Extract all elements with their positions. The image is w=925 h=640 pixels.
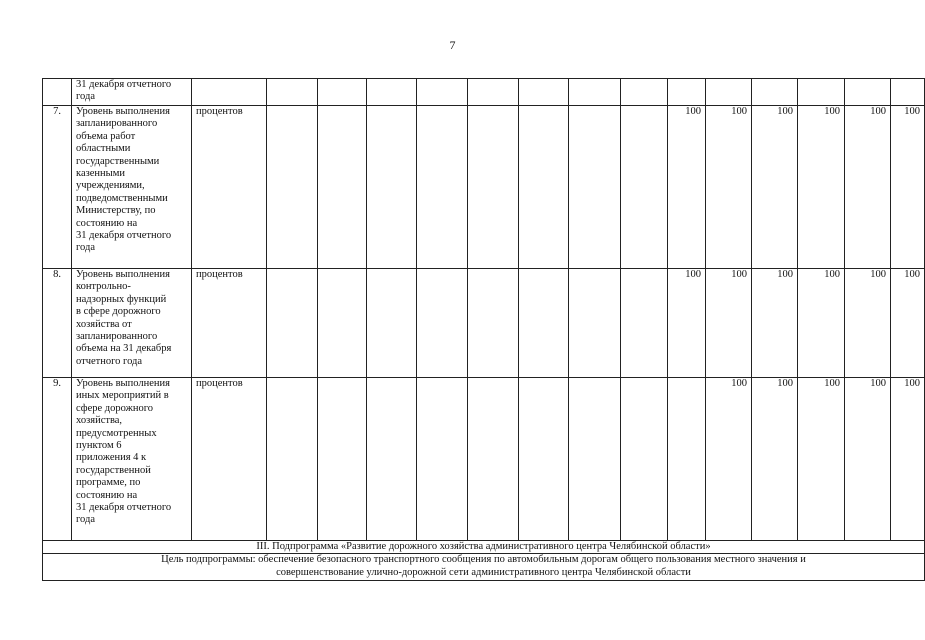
- value-cell: [519, 269, 569, 378]
- unit-cell: процентов: [192, 106, 267, 269]
- unit-cell: процентов: [192, 378, 267, 541]
- indicator-name-line: 31 декабря отчетного: [76, 79, 172, 90]
- value-cell: [621, 378, 668, 541]
- indicator-name-line: областными: [76, 143, 131, 155]
- indicator-name-line: состоянию на: [76, 217, 138, 229]
- value-cell: [367, 269, 417, 378]
- indicator-name-line: хозяйства от: [76, 318, 132, 330]
- row-number-cell: 8.: [43, 269, 72, 378]
- value-cell: [468, 79, 519, 106]
- value-cell: [417, 378, 468, 541]
- value-cell: [267, 378, 318, 541]
- indicator-name-line: приложения 4 к: [76, 452, 147, 464]
- indicator-name-line: подведомственными: [76, 192, 168, 204]
- value-cell: 100: [845, 106, 891, 269]
- value-cell: [798, 79, 845, 106]
- value-cell: [318, 378, 367, 541]
- value-cell: [845, 79, 891, 106]
- indicator-name-cell: [72, 106, 192, 269]
- indicator-name-cell: [72, 269, 192, 378]
- value-cell: [621, 79, 668, 106]
- indicator-name-line: учреждениями,: [76, 180, 145, 192]
- value-cell: [569, 378, 621, 541]
- indicator-name-cell: [72, 79, 192, 106]
- indicator-name-line: объема на 31 декабря: [76, 343, 172, 355]
- indicator-name-line: запланированного: [76, 331, 158, 343]
- value-cell: [417, 269, 468, 378]
- indicator-name-line: 31 декабря отчетного: [76, 230, 172, 242]
- value-cell: [891, 79, 925, 106]
- indicators-table: [42, 78, 925, 581]
- value-cell: [367, 79, 417, 106]
- row-number-cell: [43, 79, 72, 106]
- value-cell: 100: [891, 106, 925, 269]
- value-cell: [192, 79, 267, 106]
- value-cell: [417, 106, 468, 269]
- indicator-name-line: надзорных функций: [76, 293, 167, 305]
- indicator-name-line: в сфере дорожного: [76, 306, 161, 318]
- table-row: [43, 106, 925, 269]
- value-cell: 100: [706, 106, 752, 269]
- value-cell: [267, 269, 318, 378]
- value-cell: 100: [845, 269, 891, 378]
- indicator-name-line: года: [76, 514, 95, 526]
- indicator-name-line: сфере дорожного: [76, 402, 154, 414]
- value-cell: [468, 269, 519, 378]
- indicator-name-line: Уровень выполнения: [76, 106, 170, 117]
- value-cell: [569, 106, 621, 269]
- table-row: [43, 269, 925, 378]
- value-cell: 100: [891, 378, 925, 541]
- value-cell: 100: [752, 378, 798, 541]
- value-cell: [621, 106, 668, 269]
- indicator-name-line: государственными: [76, 155, 160, 167]
- indicator-name-line: запланированного: [76, 118, 158, 130]
- value-cell: [367, 378, 417, 541]
- value-cell: [668, 79, 706, 106]
- value-cell: [569, 269, 621, 378]
- value-cell: [417, 79, 468, 106]
- table-row: [43, 378, 925, 541]
- indicator-name-line: отчетного года: [76, 355, 143, 367]
- value-cell: [706, 79, 752, 106]
- value-cell: 100: [891, 269, 925, 378]
- indicator-name-line: года: [76, 242, 95, 254]
- row-number-cell: 9.: [43, 378, 72, 541]
- value-cell: [519, 378, 569, 541]
- value-cell: [621, 269, 668, 378]
- indicator-name-line: Уровень выполнения: [76, 378, 170, 389]
- indicator-name-line: объема работ: [76, 130, 136, 142]
- value-cell: 100: [706, 378, 752, 541]
- table-row-continued: [43, 79, 925, 106]
- value-cell: 100: [798, 106, 845, 269]
- value-cell: 100: [798, 269, 845, 378]
- indicator-name-line: 31 декабря отчетного: [76, 502, 172, 514]
- goal-line: совершенствование улично-дорожной сети административного центра Челябинской области: [276, 566, 691, 578]
- value-cell: 100: [706, 269, 752, 378]
- indicator-name-line: хозяйства,: [76, 415, 123, 427]
- indicator-name-line: предусмотренных: [76, 427, 157, 439]
- value-cell: 100: [668, 269, 706, 378]
- goal-row: [43, 554, 925, 581]
- value-cell: [468, 106, 519, 269]
- page-number: 7: [449, 38, 456, 52]
- indicator-name-line: года: [76, 91, 95, 103]
- indicator-name-line: пунктом 6: [76, 440, 122, 452]
- value-cell: [668, 378, 706, 541]
- value-cell: [267, 106, 318, 269]
- value-cell: 100: [668, 106, 706, 269]
- indicator-name-line: Министерству, по: [76, 205, 156, 217]
- indicator-name-line: программе, по: [76, 477, 141, 489]
- indicator-name-line: иных мероприятий в: [76, 390, 169, 402]
- row-number-cell: 7.: [43, 106, 72, 269]
- value-cell: [519, 79, 569, 106]
- value-cell: [318, 269, 367, 378]
- value-cell: 100: [845, 378, 891, 541]
- value-cell: 100: [752, 269, 798, 378]
- value-cell: [318, 106, 367, 269]
- value-cell: [519, 106, 569, 269]
- value-cell: [569, 79, 621, 106]
- value-cell: 100: [752, 106, 798, 269]
- section-title: III. Подпрограмма «Развитие дорожного хозяйства административного центра Челябинской области»: [43, 541, 925, 554]
- value-cell: [318, 79, 367, 106]
- goal-line: Цель подпрограммы: обеспечение безопасного транспортного сообщения по автомобильным дорогам общего пользования местного значения и: [161, 554, 806, 566]
- value-cell: [752, 79, 798, 106]
- section-title-row: [43, 541, 925, 554]
- value-cell: [468, 378, 519, 541]
- value-cell: [367, 106, 417, 269]
- indicator-name-cell: [72, 378, 192, 541]
- indicator-name-line: контрольно-: [76, 281, 131, 293]
- indicator-name-line: казенными: [76, 168, 125, 180]
- subprogram-goal: [43, 554, 925, 581]
- value-cell: 100: [798, 378, 845, 541]
- indicator-name-line: Уровень выполнения: [76, 269, 170, 280]
- indicator-name-line: состоянию на: [76, 489, 138, 501]
- unit-cell: процентов: [192, 269, 267, 378]
- indicator-name-line: государственной: [76, 464, 151, 476]
- value-cell: [267, 79, 318, 106]
